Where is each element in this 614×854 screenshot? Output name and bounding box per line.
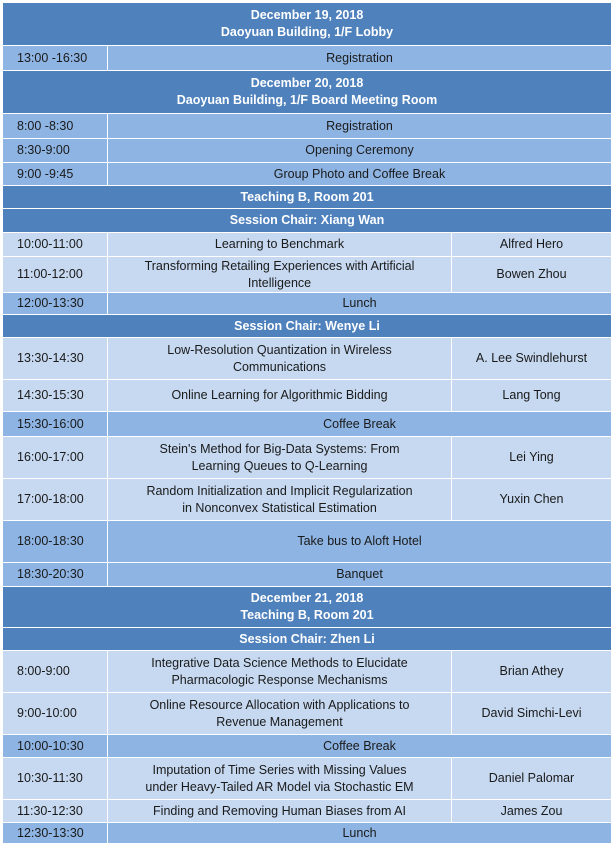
talk-title	[108, 651, 452, 693]
text-line: Banquet	[336, 567, 383, 581]
lines-line: Session Chair: Wenye Li	[234, 318, 380, 333]
talk-title	[108, 257, 452, 293]
lines-line: Session Chair: Xiang Wan	[229, 213, 385, 227]
event-row	[3, 293, 612, 315]
text-line: Lunch	[342, 296, 377, 310]
title-line: Learning Queues to Q-Learning	[191, 458, 368, 473]
text-line: Lunch	[342, 825, 377, 840]
speaker-name: Daniel Palomar	[452, 758, 612, 800]
time-slot: 18:30-20:30	[3, 563, 108, 587]
event-row	[3, 521, 612, 563]
section-header	[3, 71, 612, 114]
lines-line: December 21, 2018	[250, 591, 364, 605]
section-header	[3, 628, 612, 651]
section-header	[3, 3, 612, 46]
section-header	[3, 587, 612, 628]
time-slot: 12:00-13:30	[3, 293, 108, 315]
time-slot: 17:00-18:00	[3, 479, 108, 521]
lines-line: Daoyuan Building, 1/F Lobby	[220, 25, 394, 39]
section-header	[3, 186, 612, 209]
event-row	[3, 735, 612, 758]
schedule-body	[3, 3, 612, 844]
talk-row	[3, 257, 612, 293]
event-row	[3, 46, 612, 71]
event-row	[3, 163, 612, 186]
speaker-name: David Simchi-Levi	[452, 693, 612, 735]
lines-line: December 20, 2018	[250, 76, 364, 90]
time-slot: 10:30-11:30	[3, 758, 108, 800]
time-slot: 8:00 -8:30	[3, 114, 108, 139]
talk-row	[3, 651, 612, 693]
talk-title	[108, 437, 452, 479]
event-row	[3, 139, 612, 163]
time-slot: 18:00-18:30	[3, 521, 108, 563]
event-title	[108, 139, 612, 163]
talk-title	[108, 479, 452, 521]
text-line: Coffee Break	[323, 738, 396, 753]
time-slot: 10:00-10:30	[3, 735, 108, 758]
event-row	[3, 412, 612, 437]
talk-row	[3, 800, 612, 823]
title-line: Intelligence	[247, 275, 312, 290]
talk-row	[3, 338, 612, 380]
speaker-name: Lang Tong	[452, 380, 612, 412]
event-title	[108, 163, 612, 186]
title-line: Online Learning for Algorithmic Bidding	[171, 388, 388, 402]
speaker-name: Bowen Zhou	[452, 257, 612, 293]
text-line: Opening Ceremony	[305, 143, 414, 157]
title-line: Stein's Method for Big-Data Systems: From	[159, 441, 400, 456]
event-title	[108, 293, 612, 315]
title-line: Learning to Benchmark	[214, 237, 345, 251]
title-line: in Nonconvex Statistical Estimation	[182, 500, 377, 515]
text-line: Registration	[326, 50, 393, 65]
time-slot: 11:30-12:30	[3, 800, 108, 823]
time-slot: 14:30-15:30	[3, 380, 108, 412]
speaker-name: A. Lee Swindlehurst	[452, 338, 612, 380]
title-line: Integrative Data Science Methods to Elucidate	[151, 655, 408, 670]
section-header-row	[3, 209, 612, 233]
talk-row	[3, 233, 612, 257]
time-slot: 11:00-12:00	[3, 257, 108, 293]
time-slot: 16:00-17:00	[3, 437, 108, 479]
event-title	[108, 823, 612, 844]
talk-row	[3, 437, 612, 479]
section-header-row	[3, 3, 612, 46]
talk-row	[3, 380, 612, 412]
lines-line: Teaching B, Room 201	[240, 189, 374, 204]
time-slot: 13:30-14:30	[3, 338, 108, 380]
text-line: Coffee Break	[323, 416, 396, 431]
title-line: Low-Resolution Quantization in Wireless	[167, 342, 392, 357]
lines-line: Session Chair: Zhen Li	[239, 631, 375, 646]
section-header	[3, 315, 612, 338]
talk-title	[108, 233, 452, 257]
time-slot: 13:00 -16:30	[3, 46, 108, 71]
title-line: Online Resource Allocation with Applications to	[149, 697, 410, 712]
title-line: Communications	[232, 359, 327, 374]
talk-row	[3, 758, 612, 800]
title-line: Revenue Management	[216, 714, 343, 729]
event-row	[3, 563, 612, 587]
event-title	[108, 412, 612, 437]
time-slot: 10:00-11:00	[3, 233, 108, 257]
lines-line: Daoyuan Building, 1/F Board Meeting Room	[176, 93, 438, 107]
event-title	[108, 46, 612, 71]
talk-row	[3, 479, 612, 521]
event-row	[3, 114, 612, 139]
text-line: Registration	[326, 118, 393, 133]
section-header	[3, 209, 612, 233]
section-header-row	[3, 628, 612, 651]
talk-title	[108, 800, 452, 823]
text-line: Group Photo and Coffee Break	[273, 166, 446, 181]
section-header-row	[3, 315, 612, 338]
section-header-row	[3, 71, 612, 114]
title-line: Pharmacologic Response Mechanisms	[171, 672, 388, 687]
talk-title	[108, 338, 452, 380]
text-line: Take bus to Aloft Hotel	[297, 534, 422, 548]
speaker-name: Brian Athey	[452, 651, 612, 693]
time-slot: 15:30-16:00	[3, 412, 108, 437]
talk-title	[108, 380, 452, 412]
event-title	[108, 563, 612, 587]
title-line: Random Initialization and Implicit Regularization	[146, 483, 413, 498]
event-row	[3, 823, 612, 844]
title-line: Transforming Retailing Experiences with Artificial	[144, 258, 415, 273]
event-title	[108, 114, 612, 139]
time-slot: 12:30-13:30	[3, 823, 108, 844]
event-title	[108, 521, 612, 563]
time-slot: 8:00-9:00	[3, 651, 108, 693]
schedule-table	[2, 2, 612, 844]
talk-title	[108, 693, 452, 735]
section-header-row	[3, 587, 612, 628]
title-line: Finding and Removing Human Biases from AI	[153, 803, 406, 818]
time-slot: 8:30-9:00	[3, 139, 108, 163]
title-line: Imputation of Time Series with Missing Values	[152, 762, 407, 777]
time-slot: 9:00-10:00	[3, 693, 108, 735]
time-slot: 9:00 -9:45	[3, 163, 108, 186]
lines-line: Teaching B, Room 201	[240, 608, 374, 622]
speaker-name: Lei Ying	[452, 437, 612, 479]
speaker-name: Alfred Hero	[452, 233, 612, 257]
talk-row	[3, 693, 612, 735]
section-header-row	[3, 186, 612, 209]
talk-title	[108, 758, 452, 800]
title-line: under Heavy-Tailed AR Model via Stochastic EM	[145, 779, 414, 794]
event-title	[108, 735, 612, 758]
speaker-name: James Zou	[452, 800, 612, 823]
lines-line: December 19, 2018	[250, 8, 364, 22]
speaker-name: Yuxin Chen	[452, 479, 612, 521]
